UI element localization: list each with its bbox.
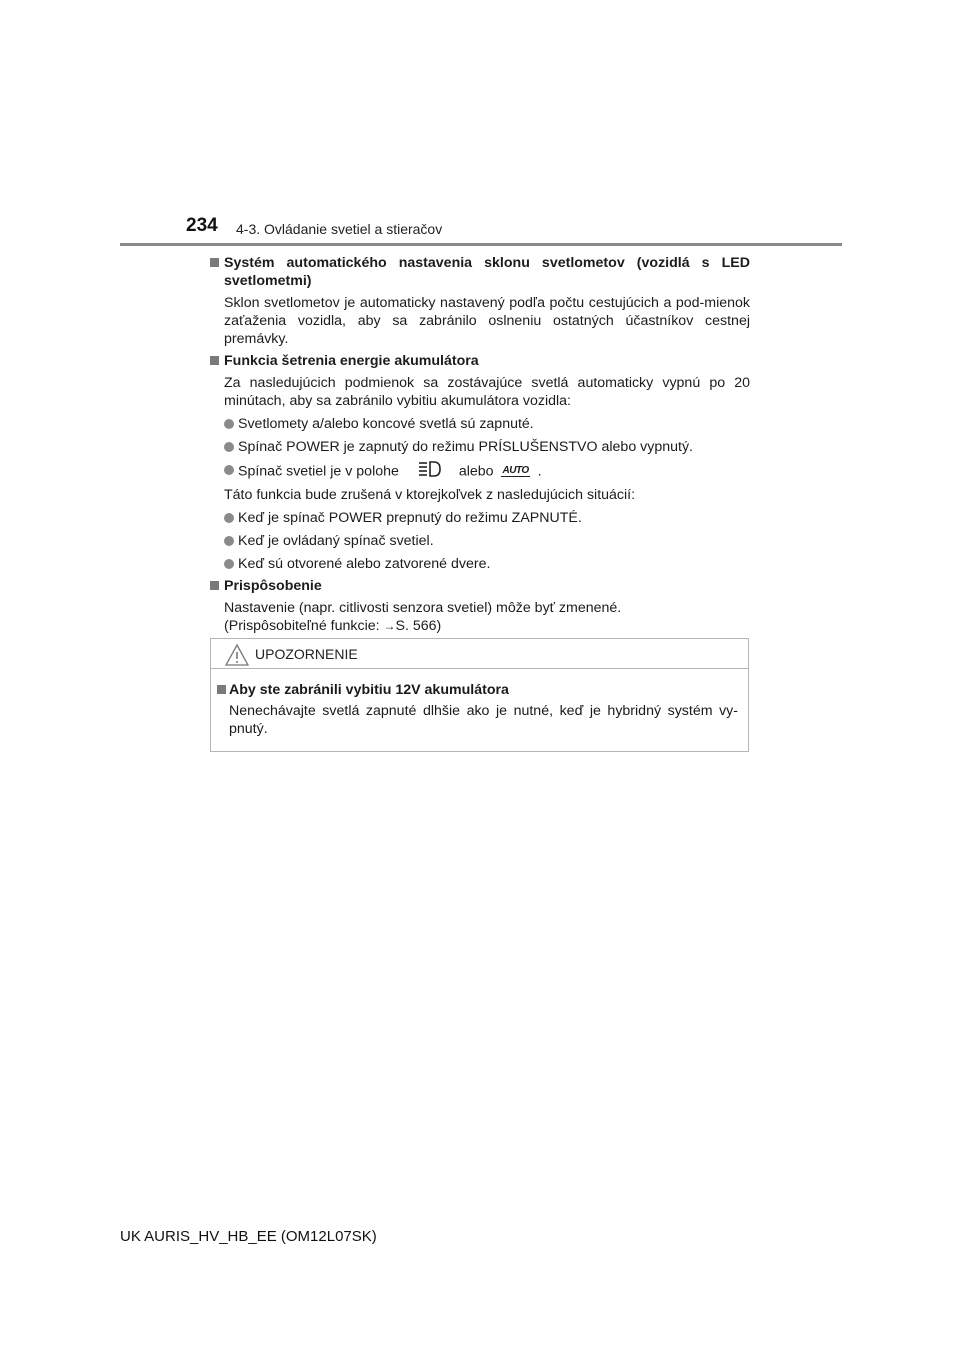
warning-header — [211, 639, 748, 669]
warning-text: Nenechávajte svetlá zapnuté dlhšie ako je nutné, keď je hybridný systém vy-pnutý. — [229, 703, 738, 737]
square-bullet-icon — [217, 685, 226, 694]
round-bullet-icon — [224, 536, 234, 546]
round-bullet-icon — [224, 419, 234, 429]
square-bullet-icon — [210, 258, 219, 267]
warning-label: UPOZORNENIE — [255, 646, 358, 662]
page-reference-link[interactable]: S. 566) — [395, 618, 442, 634]
warning-box — [210, 638, 749, 752]
cancel-text: Táto funkcia bude zrušená v ktorejkoľvek z nasledujúcich situácií: — [224, 487, 636, 503]
round-bullet-icon — [224, 465, 234, 475]
square-bullet-icon — [210, 581, 219, 590]
list-item: Keď je ovládaný spínač svetiel. — [210, 532, 750, 550]
customization-reference: (Prispôsobiteľné funkcie: →S. 566) — [224, 618, 442, 634]
page-number: 234 — [186, 215, 218, 236]
arrow-right-icon: → — [383, 619, 396, 633]
section-text-battery-saver: Za nasledujúcich podmienok sa zostávajúce svetlá automaticky vypnú po 20 minútach, aby sa zabránilo vybitiu akumulátora vozidla: — [224, 375, 750, 409]
footer-code: UK AURIS_HV_HB_EE (OM12L07SK) — [120, 1228, 377, 1245]
warning-body — [211, 669, 748, 738]
list-item: Svetlomety a/alebo koncové svetlá sú zapnuté. — [210, 415, 750, 433]
section-heading-battery-saver: Funkcia šetrenia energie akumulátora — [210, 352, 750, 370]
section-text-leveling: Sklon svetlometov je automaticky nastavený podľa počtu cestujúcich a pod-mienok zaťaženia vozidla, aby sa zabránilo oslneniu ostatných účastníkov cestnej premávky. — [224, 295, 750, 347]
main-content — [210, 254, 750, 639]
round-bullet-icon — [224, 559, 234, 569]
section-heading-customization: Prispôsobenie — [210, 577, 750, 595]
list-item: Keď je spínač POWER prepnutý do režimu ZAPNUTÉ. — [210, 509, 750, 527]
round-bullet-icon — [224, 513, 234, 523]
list-item: Spínač POWER je zapnutý do režimu PRÍSLUŠENSTVO alebo vypnutý. — [210, 438, 750, 456]
auto-icon: AUTO — [502, 465, 529, 476]
header-rule — [120, 243, 842, 246]
headlight-icon — [417, 461, 441, 482]
warning-triangle-icon — [225, 644, 249, 666]
section-title: 4-3. Ovládanie svetiel a stieračov — [236, 221, 443, 237]
section-heading-leveling: Systém automatického nastavenia sklonu svetlometov (vozidlá s LED svetlometmi) — [210, 254, 750, 290]
warning-heading: Aby ste zabránili vybitiu 12V akumulátora — [217, 681, 738, 699]
square-bullet-icon — [210, 356, 219, 365]
list-item-switch-position: Spínač svetiel je v polohe alebo AUTO . — [210, 461, 750, 482]
round-bullet-icon — [224, 442, 234, 452]
list-item: Keď sú otvorené alebo zatvorené dvere. — [210, 555, 750, 573]
section-text-customization: Nastavenie (napr. citlivosti senzora svetiel) môže byť zmenené. — [224, 600, 622, 616]
